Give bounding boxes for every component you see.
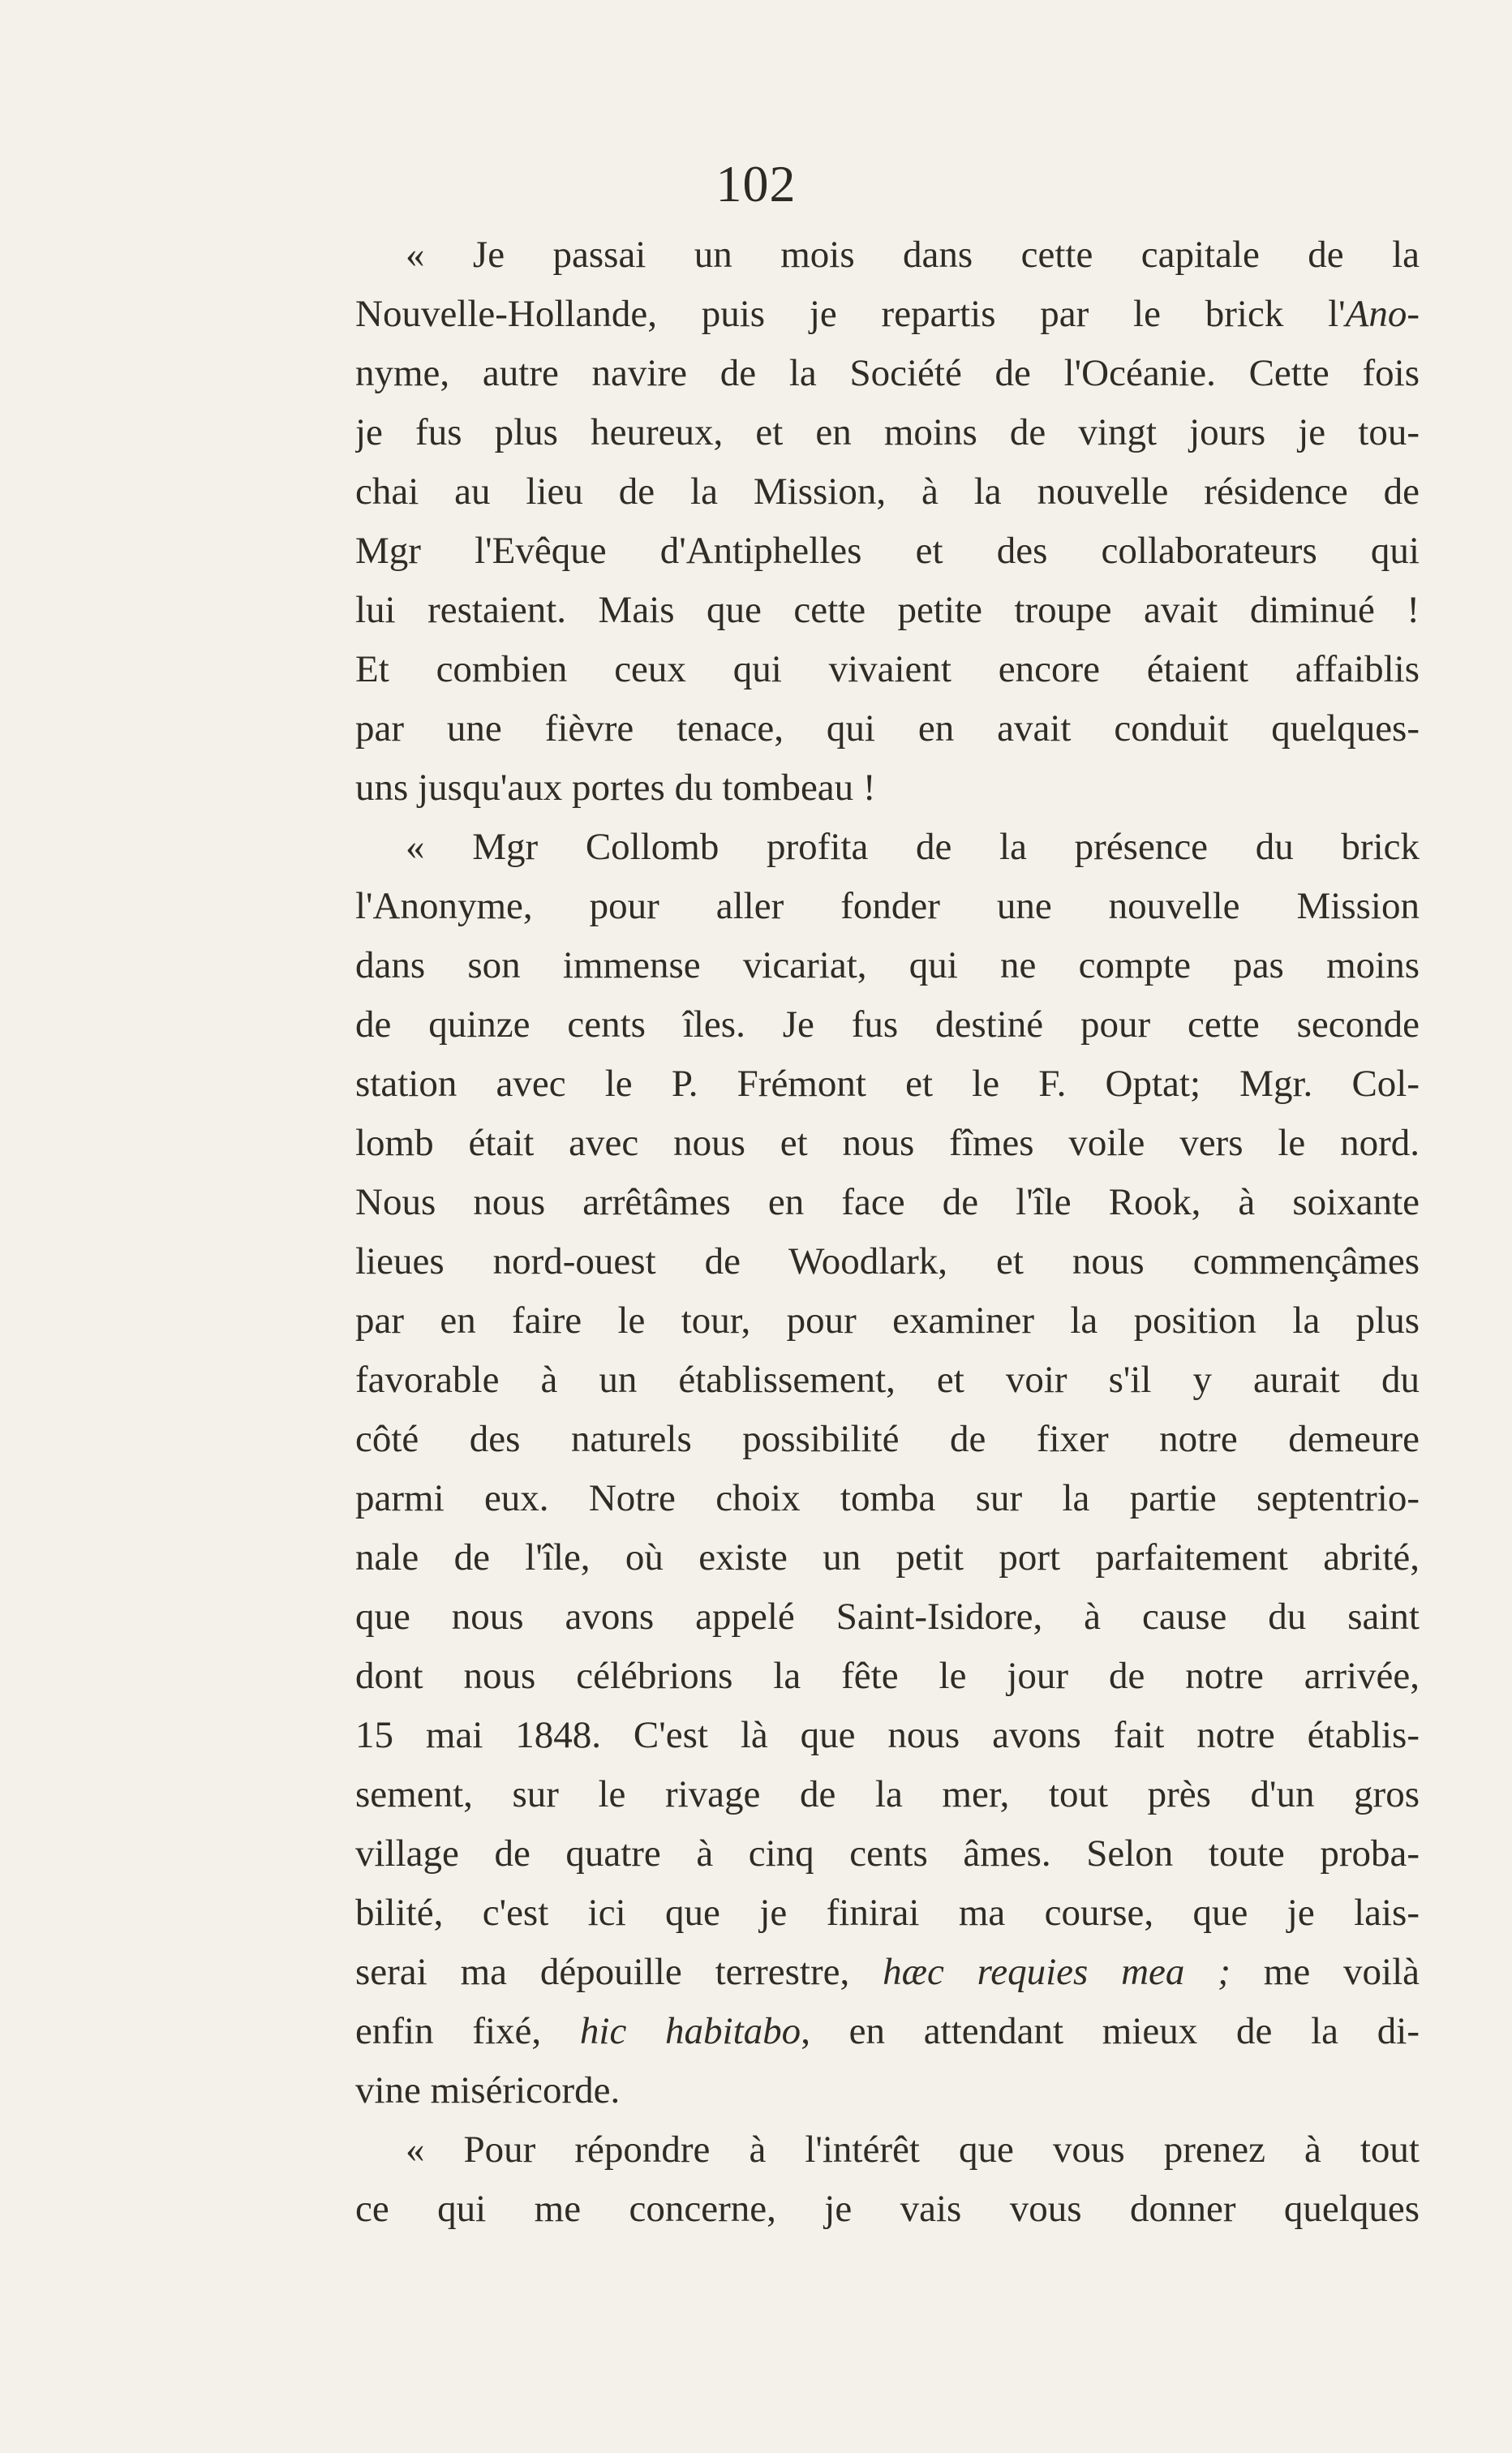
text-line: 15 mai 1848. C'est là que nous avons fait notre établis- xyxy=(355,1714,1420,1756)
text-line: « Mgr Collomb profita de la présence du brick xyxy=(406,826,1420,868)
page-number: 102 xyxy=(715,155,797,213)
text-line: parmi eux. Notre choix tomba sur la partie septentrio- xyxy=(355,1477,1420,1519)
text-line: de quinze cents îles. Je fus destiné pour cette seconde xyxy=(355,1003,1420,1046)
text-line: bilité, c'est ici que je finirai ma course, que je lais- xyxy=(355,1892,1420,1934)
text-line xyxy=(355,2002,1420,2061)
text-line: favorable à un établissement, et voir s'il y aurait du xyxy=(355,1359,1420,1401)
text-line: nyme, autre navire de la Société de l'Océanie. Cette fois xyxy=(355,352,1420,394)
text-fragment: enfin fixé, xyxy=(355,2010,580,2052)
text-line: station avec le P. Frémont et le F. Optat; Mgr. Col- xyxy=(355,1063,1420,1105)
text-line: nale de l'île, où existe un petit port parfaitement abrité, xyxy=(355,1536,1420,1579)
text-line: Et combien ceux qui vivaient encore étaient affaiblis xyxy=(355,648,1420,690)
italic-fragment: hic habitabo xyxy=(579,2010,801,2052)
text-line: je fus plus heureux, et en moins de vingt jours je tou- xyxy=(355,411,1420,453)
text-line: que nous avons appelé Saint-Isidore, à cause du saint xyxy=(355,1596,1420,1638)
text-line xyxy=(355,1943,1420,2002)
text-line: Mgr l'Evêque d'Antiphelles et des collaborateurs qui xyxy=(355,530,1420,572)
text-fragment: serai ma dépouille terrestre, xyxy=(355,1951,883,1993)
text-line: dans son immense vicariat, qui ne compte pas moins xyxy=(355,944,1420,986)
text-line: côté des naturels possibilité de fixer notre demeure xyxy=(355,1418,1420,1460)
italic-fragment: Ano- xyxy=(1345,293,1420,335)
text-line: lieues nord-ouest de Woodlark, et nous commençâmes xyxy=(355,1240,1420,1282)
body-text xyxy=(355,226,1420,2239)
text-line: « Pour répondre à l'intérêt que vous prenez à tout xyxy=(406,2129,1420,2171)
text-line: dont nous célébrions la fête le jour de notre arrivée, xyxy=(355,1655,1420,1697)
text-line: uns jusqu'aux portes du tombeau ! xyxy=(355,767,876,809)
text-line: ce qui me concerne, je vais vous donner quelques xyxy=(355,2188,1420,2230)
italic-fragment: hæc requies mea ; xyxy=(883,1951,1231,1993)
text-line: chai au lieu de la Mission, à la nouvelle résidence de xyxy=(355,470,1420,513)
text-line: par en faire le tour, pour examiner la position la plus xyxy=(355,1300,1420,1342)
text-line: village de quatre à cinq cents âmes. Selon toute proba- xyxy=(355,1832,1420,1875)
text-fragment: Nouvelle-Hollande, puis je repartis par le brick l' xyxy=(355,293,1346,335)
text-line xyxy=(355,285,1420,344)
text-line: par une fièvre tenace, qui en avait conduit quelques- xyxy=(355,707,1420,750)
text-line: lomb était avec nous et nous fîmes voile vers le nord. xyxy=(355,1122,1420,1164)
text-fragment: , en attendant mieux de la di- xyxy=(801,2010,1420,2052)
text-line: vine miséricorde. xyxy=(355,2069,621,2111)
text-line: lui restaient. Mais que cette petite troupe avait diminué ! xyxy=(355,589,1420,631)
text-line: « Je passai un mois dans cette capitale de la xyxy=(406,234,1420,276)
text-fragment: me voilà xyxy=(1230,1951,1420,1993)
text-line: l'Anonyme, pour aller fonder une nouvelle Mission xyxy=(355,885,1420,927)
text-line: Nous nous arrêtâmes en face de l'île Rook, à soixante xyxy=(355,1181,1420,1223)
text-line: sement, sur le rivage de la mer, tout près d'un gros xyxy=(355,1773,1420,1815)
